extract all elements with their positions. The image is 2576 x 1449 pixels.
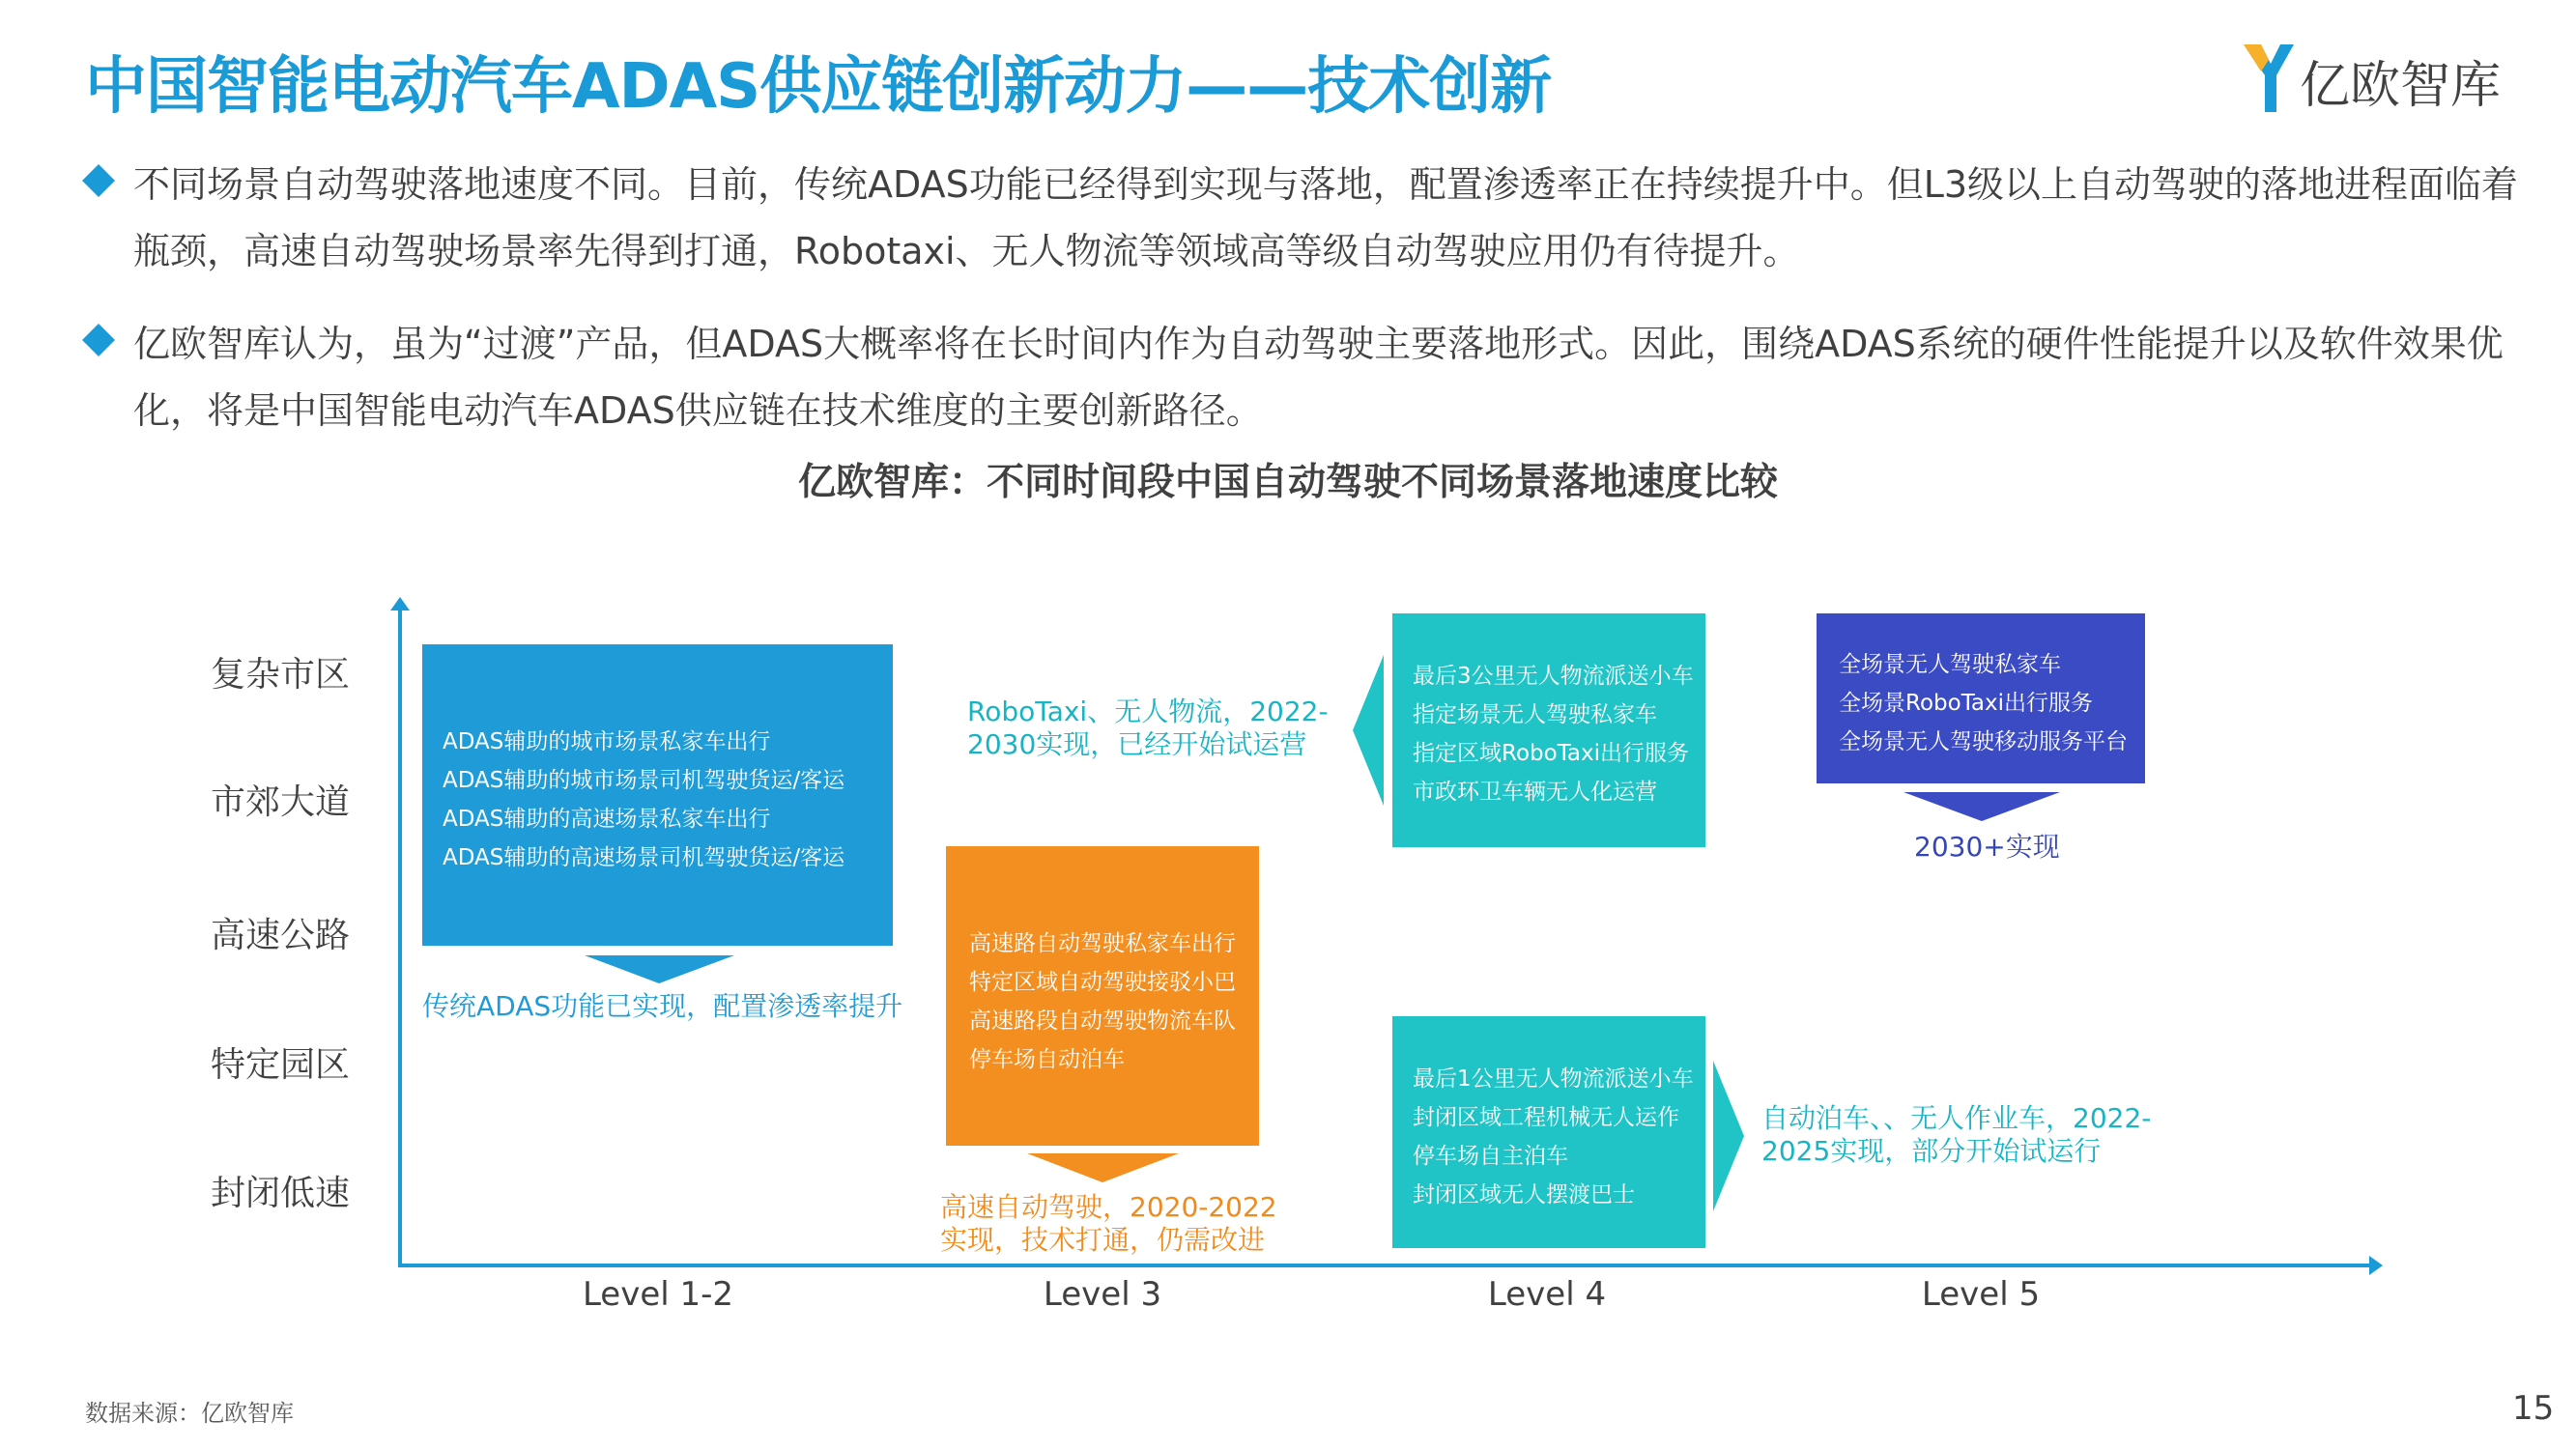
bullet-1-text: 不同场景自动驾驶落地速度不同。目前，传统ADAS功能已经得到实现与落地，配置渗透率正在持续提升中。但L3级以上自动驾驶的落地进程面临着瓶颈，高速自动驾驶场景率先得到打通，Robotaxi、无人物流等领域高等级自动驾驶应用仍有待提升。: [133, 163, 2519, 272]
level4-bottom-box: [1413, 1060, 1694, 1214]
y-label-closed-low-speed: 封闭低速: [210, 1174, 350, 1213]
level4-top-box: [1413, 657, 1694, 811]
level3-down-arrow-icon: [1027, 1153, 1179, 1182]
level4-top-note: [967, 696, 1329, 761]
page-title: 中国智能电动汽车ADAS供应链创新动力——技术创新: [85, 51, 1552, 123]
level12-item: ADAS辅助的高速场景私家车出行: [443, 807, 771, 832]
y-label-suburban: 市郊大道: [210, 782, 350, 822]
level4-bottom-right-arrow-icon: [1713, 1061, 1744, 1211]
level4-top-item: 指定场景无人驾驶私家车: [1413, 702, 1657, 727]
level4-bottom-item: 封闭区域无人摆渡巴士: [1413, 1182, 1635, 1208]
level12-note: 传统ADAS功能已实现，配置渗透率提升: [422, 990, 903, 1022]
level4-top-item: 最后3公里无人物流派送小车: [1413, 664, 1694, 689]
logo-text: 亿欧智库: [2300, 57, 2502, 115]
page-number: 15: [2512, 1389, 2555, 1428]
y-axis-arrow-icon: [390, 597, 410, 611]
level3-item: 停车场自动泊车: [969, 1047, 1125, 1072]
level4-bottom-note-line: 自动泊车、、无人作业车，2022-: [1761, 1102, 2152, 1134]
level3-box: [969, 924, 1236, 1079]
level12-box: [443, 723, 844, 877]
y-label-highway: 高速公路: [210, 916, 350, 955]
x-axis-arrow-icon: [2369, 1256, 2383, 1275]
y-label-park: 特定园区: [210, 1045, 350, 1085]
level5-box: [1839, 645, 2128, 761]
level5-item: 全场景RoboTaxi出行服务: [1839, 691, 2094, 716]
level3-item: 特定区域自动驾驶接驳小巴: [969, 970, 1236, 995]
level12-down-arrow-icon: [585, 955, 734, 983]
level4-top-note-line: 2030实现，已经开始试运营: [967, 728, 1307, 760]
level4-bottom-note-line: 2025实现，部分开始试运行: [1761, 1135, 2102, 1167]
chart-title: 亿欧智库：不同时间段中国自动驾驶不同场景落地速度比较: [797, 461, 1778, 504]
level4-top-left-arrow-icon: [1353, 655, 1384, 806]
level12-item: ADAS辅助的高速场景司机驾驶货运/客运: [443, 845, 845, 870]
level5-note: 2030+实现: [1914, 831, 2060, 863]
level4-bottom-item: 最后1公里无人物流派送小车: [1413, 1066, 1694, 1092]
level4-top-note-line: RoboTaxi、无人物流，2022-: [967, 696, 1329, 727]
x-label-level12: Level 1-2: [582, 1275, 734, 1314]
level4-top-item: 指定区域RoboTaxi出行服务: [1413, 741, 1690, 766]
level4-top-item: 市政环卫车辆无人化运营: [1413, 780, 1657, 805]
level12-item: ADAS辅助的城市场景司机驾驶货运/客运: [443, 768, 845, 793]
bullet-2-text: 亿欧智库认为，虽为“过渡”产品，但ADAS大概率将在长时间内作为自动驾驶主要落地形式。因此，围绕ADAS系统的硬件性能提升以及软件效果优化，将是中国智能电动汽车ADAS供应链在技术维度的主要创新路径。: [133, 323, 2504, 432]
level5-item: 全场景无人驾驶私家车: [1839, 652, 2061, 677]
level4-bottom-item: 停车场自主泊车: [1413, 1144, 1568, 1169]
x-label-level3: Level 3: [1043, 1275, 1162, 1314]
level3-note-line: 高速自动驾驶，2020-2022: [940, 1191, 1277, 1223]
level3-item: 高速路自动驾驶私家车出行: [969, 931, 1236, 956]
level3-item: 高速路段自动驾驶物流车队: [969, 1009, 1236, 1034]
level5-item: 全场景无人驾驶移动服务平台: [1839, 729, 2128, 754]
level4-bottom-note: [1761, 1102, 2151, 1168]
x-label-level5: Level 5: [1921, 1275, 2041, 1314]
level12-item: ADAS辅助的城市场景私家车出行: [443, 729, 771, 754]
level3-note: [940, 1191, 1277, 1257]
level3-note-line: 实现，技术打通，仍需改进: [940, 1224, 1266, 1256]
level4-bottom-item: 封闭区域工程机械无人运作: [1413, 1105, 1679, 1130]
y-label-complex-urban: 复杂市区: [210, 655, 350, 695]
level5-down-arrow-icon: [1903, 792, 2060, 821]
x-label-level4: Level 4: [1487, 1275, 1607, 1314]
data-source: 数据来源：亿欧智库: [85, 1400, 294, 1427]
